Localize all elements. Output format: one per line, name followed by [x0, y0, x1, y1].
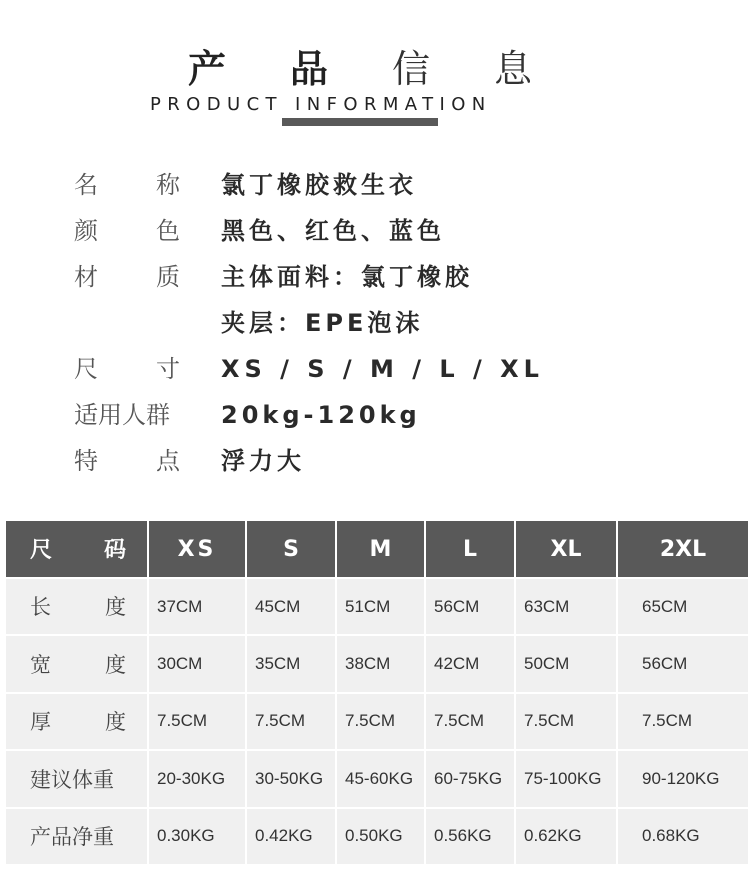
table-cell: 35CM	[246, 635, 336, 692]
table-row	[6, 808, 748, 864]
product-info-header	[0, 0, 750, 140]
table-row	[6, 635, 748, 692]
table-cell: 37CM	[148, 578, 246, 635]
page-subtitle: PRODUCT INFORMATION	[150, 94, 492, 115]
table-cell: 30CM	[148, 635, 246, 692]
table-cell: 7.5CM	[246, 693, 336, 750]
table-header-cell: M	[336, 521, 425, 578]
table-cell: 20-30KG	[148, 750, 246, 807]
table-header-cell: 2XL	[617, 521, 748, 578]
table-cell: 0.68KG	[617, 808, 748, 864]
info-row-target-users: 适用人群 20kg-120kg	[0, 395, 750, 435]
info-value: XS / S / M / L / XL	[221, 355, 544, 383]
table-cell: 45CM	[246, 578, 336, 635]
table-cell: 50CM	[515, 635, 617, 692]
info-value: 20kg-120kg	[221, 401, 421, 429]
table-cell: 7.5CM	[425, 693, 515, 750]
info-value: 氯丁橡胶救生衣	[221, 171, 417, 199]
table-row	[6, 693, 748, 750]
info-value: 夹层：EPE泡沫	[221, 309, 424, 337]
table-cell: 7.5CM	[515, 693, 617, 750]
table-header-row	[6, 521, 748, 578]
table-cell: 7.5CM	[336, 693, 425, 750]
table-header-cell: XL	[515, 521, 617, 578]
table-cell: 45-60KG	[336, 750, 425, 807]
info-row-color: 颜 色 黑色、红色、蓝色	[0, 211, 750, 251]
size-chart-table	[6, 521, 748, 864]
row-label: 产品净重	[6, 808, 148, 864]
row-label: 建议体重	[6, 750, 148, 807]
table-cell: 7.5CM	[617, 693, 748, 750]
info-row-features: 特 点 浮力大	[0, 441, 750, 481]
table-header-cell: S	[246, 521, 336, 578]
table-header-cell: L	[425, 521, 515, 578]
title-char: 产	[188, 47, 227, 91]
table-cell: 0.62KG	[515, 808, 617, 864]
table-cell: 38CM	[336, 635, 425, 692]
info-value: 主体面料：氯丁橡胶	[221, 263, 473, 291]
row-label: 宽 度	[6, 635, 148, 692]
page-title	[180, 44, 560, 94]
info-row-size: 尺 寸 XS / S / M / L / XL	[0, 349, 750, 389]
table-cell: 60-75KG	[425, 750, 515, 807]
title-underline	[282, 118, 438, 126]
table-cell: 65CM	[617, 578, 748, 635]
title-char: 息	[494, 47, 533, 91]
table-cell: 90-120KG	[617, 750, 748, 807]
info-value: 黑色、红色、蓝色	[221, 217, 445, 245]
table-cell: 30-50KG	[246, 750, 336, 807]
table-row	[6, 578, 748, 635]
table-cell: 63CM	[515, 578, 617, 635]
table-cell: 56CM	[617, 635, 748, 692]
table-cell: 0.42KG	[246, 808, 336, 864]
info-value: 浮力大	[221, 447, 305, 475]
title-char: 品	[290, 47, 329, 91]
table-header-cell: XS	[148, 521, 246, 578]
table-cell: 0.56KG	[425, 808, 515, 864]
title-char: 信	[392, 47, 431, 91]
table-header-cell: 尺 码	[6, 521, 148, 578]
row-label: 厚 度	[6, 693, 148, 750]
table-cell: 42CM	[425, 635, 515, 692]
table-cell: 7.5CM	[148, 693, 246, 750]
info-row-interlayer	[0, 303, 750, 343]
table-row	[6, 750, 748, 807]
table-cell: 56CM	[425, 578, 515, 635]
info-row-name: 名 称 氯丁橡胶救生衣	[0, 165, 750, 205]
row-label: 长 度	[6, 578, 148, 635]
table-cell: 0.30KG	[148, 808, 246, 864]
table-cell: 51CM	[336, 578, 425, 635]
table-cell: 75-100KG	[515, 750, 617, 807]
info-row-material: 材 质 主体面料：氯丁橡胶	[0, 257, 750, 297]
table-cell: 0.50KG	[336, 808, 425, 864]
